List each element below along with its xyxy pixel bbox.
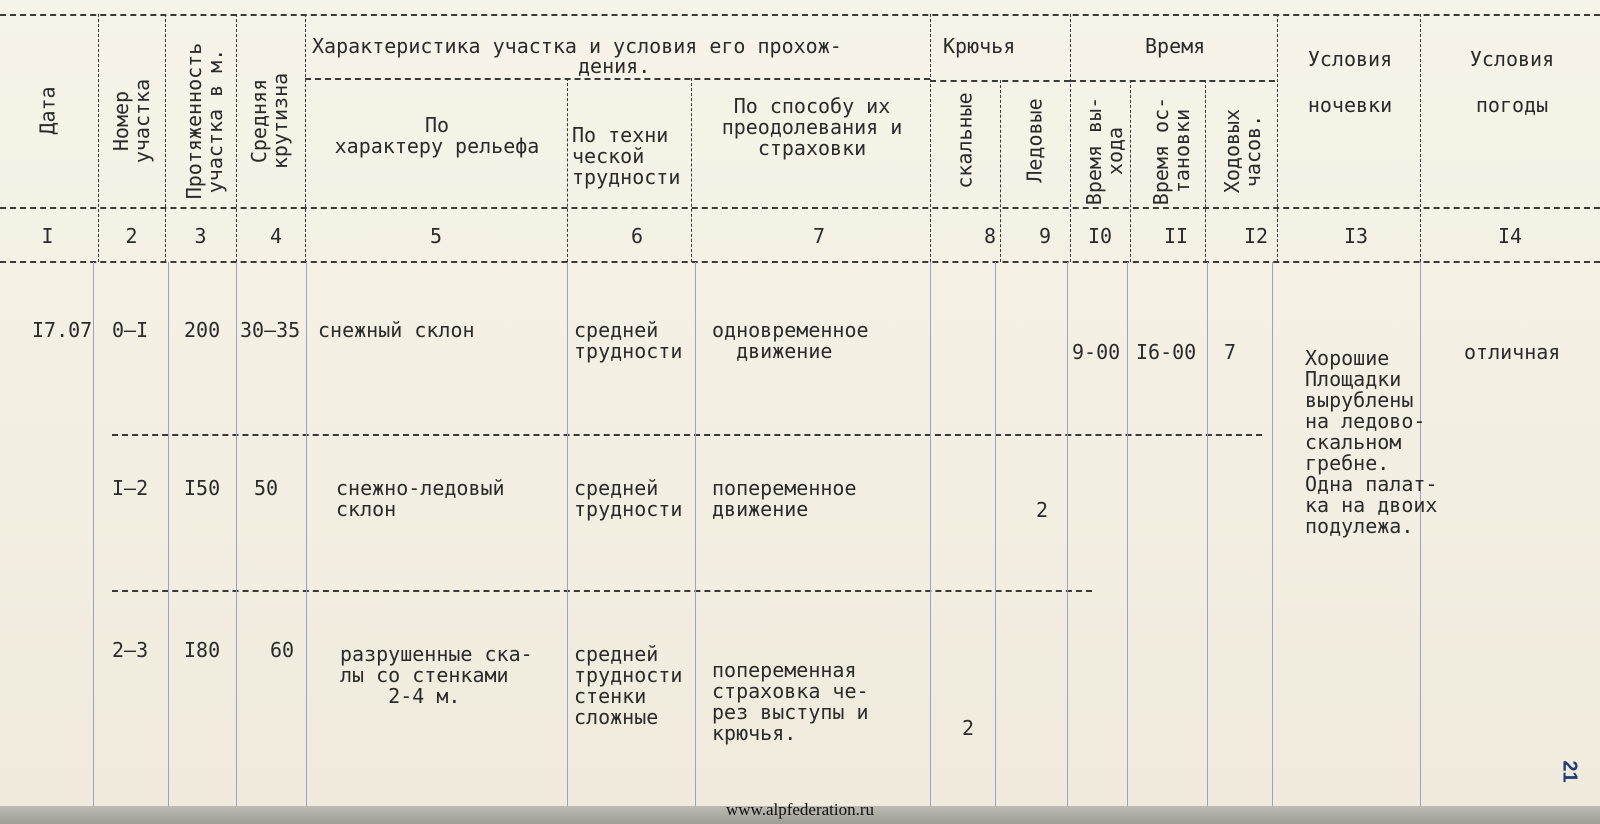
row1-technical: средней трудности <box>574 318 683 363</box>
column-number: 9 <box>1038 224 1052 248</box>
col-rule-3 <box>236 14 237 262</box>
guide-line <box>306 262 307 806</box>
column-number: 6 <box>630 224 644 248</box>
header-steepness: Средняя крутизна <box>247 72 292 170</box>
header-top-rule <box>0 14 1600 16</box>
header-walk-hours: Ходовых часов. <box>1220 108 1265 194</box>
header-characteristic-cont: дения. <box>578 54 651 78</box>
row1-relief: снежный склон <box>318 318 475 342</box>
guide-line <box>1127 262 1128 806</box>
footer-url[interactable]: www.alpfederation.ru <box>725 800 875 819</box>
header-hooks: Крючья <box>943 34 1016 58</box>
page-number: 21 <box>1558 760 1581 783</box>
row1-steepness: 30–35 <box>240 318 301 342</box>
guide-line <box>1272 262 1273 806</box>
column-number: I4 <box>1497 224 1523 248</box>
row2-technical: средней трудности <box>574 476 683 521</box>
header-bottom-rule <box>0 207 1600 209</box>
column-number: I0 <box>1087 224 1113 248</box>
column-number: 7 <box>812 224 826 248</box>
row3-rock-hooks: 2 <box>962 716 975 740</box>
row3-steepness: 60 <box>270 638 295 662</box>
col-rule-2 <box>165 14 166 262</box>
row1-date: I7.07 <box>32 318 93 342</box>
guide-line <box>236 262 237 806</box>
row2-relief: снежно-ледовый склон <box>336 476 505 521</box>
column-number: I2 <box>1243 224 1269 248</box>
col-rule-7 <box>930 14 931 262</box>
guide-line <box>1207 262 1208 806</box>
header-date: Дата <box>35 86 60 135</box>
row2-method: попеременное движение <box>712 476 857 521</box>
header-rock-hooks: скальные <box>952 92 977 189</box>
row1-method: одновременное движение <box>712 318 869 363</box>
guide-line <box>695 262 696 806</box>
header-mid-rule-time <box>1070 80 1275 82</box>
col-rule-13 <box>1420 14 1421 262</box>
row1-start: 9-00 <box>1072 340 1121 364</box>
header-stop-time: Время ос- тановки <box>1149 96 1194 206</box>
col-rule-1 <box>98 14 99 262</box>
header-ice-hooks: Ледовые <box>1022 98 1047 183</box>
header-time: Время <box>1145 34 1206 58</box>
col-rule-9 <box>1070 14 1071 262</box>
guide-line <box>93 262 94 806</box>
header-start-time: Время вы- хода <box>1082 96 1127 206</box>
column-numbers-rule <box>0 261 1600 263</box>
row1-hours: 7 <box>1224 340 1237 364</box>
row-separator-1 <box>112 434 1262 436</box>
row3-technical: средней трудности стенки сложные <box>574 642 683 729</box>
row3-section: 2–3 <box>112 638 149 662</box>
column-number: 8 <box>983 224 997 248</box>
row3-length: I80 <box>184 638 221 662</box>
row1-stop: I6-00 <box>1136 340 1197 364</box>
row2-ice-hooks: 2 <box>1036 498 1049 522</box>
row2-length: I50 <box>184 476 221 500</box>
header-mid-rule <box>305 78 930 80</box>
row2-steepness: 50 <box>254 476 279 500</box>
guide-line <box>567 262 568 806</box>
header-section-number: Номер участка <box>109 78 154 164</box>
row2-section: I–2 <box>112 476 149 500</box>
header-overnight: Условия ночевки <box>1307 47 1393 117</box>
col-rule-12 <box>1277 14 1278 262</box>
header-technical: По техни ческой трудности <box>572 123 681 189</box>
row3-relief: разрушенные ска- лы со стенками 2-4 м. <box>340 642 533 708</box>
header-weather: Условия погоды <box>1469 47 1555 117</box>
row3-method: попеременная страховка че- рез выступы и крючья. <box>712 658 869 745</box>
col-rule-4 <box>305 14 306 262</box>
row1-section: 0–I <box>112 318 149 342</box>
column-number: I3 <box>1343 224 1369 248</box>
column-number: 5 <box>429 224 443 248</box>
weather-conditions: отличная <box>1464 340 1561 364</box>
header-characteristic: Характеристика участка и условия его прохож- <box>312 34 842 58</box>
guide-line <box>995 262 996 806</box>
guide-line <box>930 262 931 806</box>
column-number: 2 <box>125 224 138 248</box>
column-number: 3 <box>194 224 207 248</box>
guide-line <box>1067 262 1068 806</box>
column-number: 4 <box>269 224 283 248</box>
header-length: Протяженность участка в м. <box>182 42 227 200</box>
column-number: II <box>1163 224 1189 248</box>
overnight-conditions: Хорошие Площадки вырублены на ледово- скальном гребне. Одна палат- ка на двоих подулежа. <box>1305 346 1438 538</box>
header-relief: По характеру рельефа <box>334 113 540 158</box>
row1-length: 200 <box>184 318 221 342</box>
column-number: I <box>41 224 54 248</box>
guide-line <box>168 262 169 806</box>
header-method: По способу их преодолевания и страховки <box>721 94 903 160</box>
row-separator-2 <box>112 590 1092 592</box>
